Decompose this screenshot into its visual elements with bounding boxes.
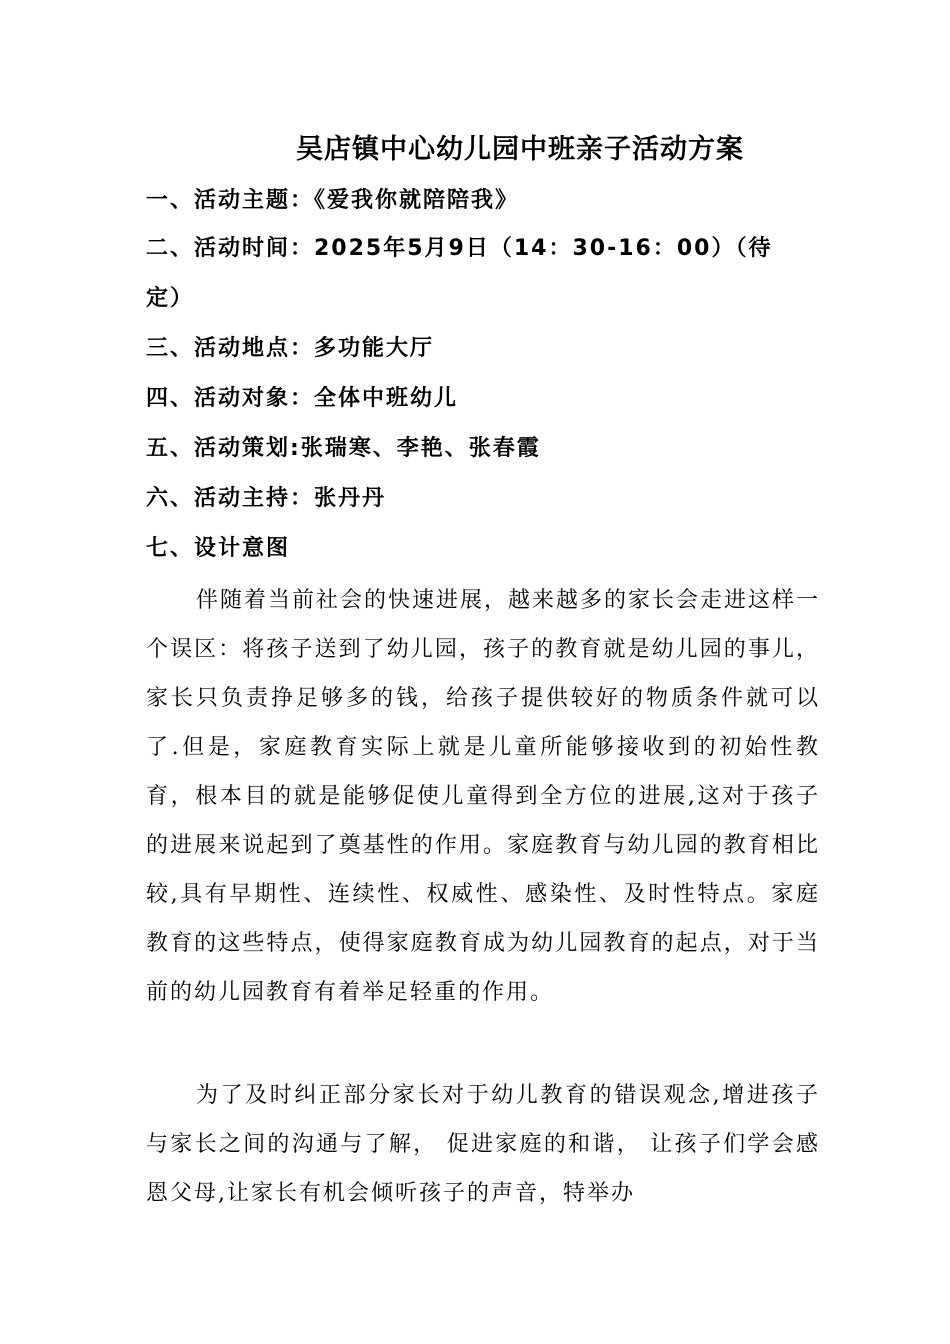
item-activity-participants: 四、活动对象：全体中班幼儿 — [146, 386, 459, 411]
item-activity-host: 六、活动主持：张丹丹 — [146, 486, 387, 511]
item-activity-location: 三、活动地点：多功能大厅 — [146, 336, 435, 361]
paragraph-design-intent-1: 伴随着当前社会的快速进展，越来越多的家长会走进这样一个误区：将孩子送到了幼儿园，孩子的教育就是幼儿园的事儿，家长只负责挣足够多的钱，给孩子提供较好的物质条件就可以了.但是，家庭教育实际上就是儿童所能够接收到的初始性教育，根本目的就是能够促使儿童得到全方位的进展,这对于孩子的进展来说起到了奠基性的作用。家庭教育与幼儿园的教育相比较,具有早期性、连续性、权威性、感染性、及时性特点。家庭教育的这些特点，使得家庭教育成为幼儿园教育的起点，对于当前的幼儿园教育有着举足轻重的作用。 — [146, 588, 821, 1005]
section-heading-design-intent: 七、设计意图 — [146, 536, 291, 561]
item-activity-planners: 五、活动策划:张瑞寒、李艳、张春霞 — [146, 436, 541, 461]
item-activity-time-continued: 定） — [146, 286, 195, 311]
item-activity-time: 二、活动时间：2025年5月9日（14：30-16：00）（待 — [146, 236, 773, 261]
paragraph-design-intent-2: 为了及时纠正部分家长对于幼儿教育的错误观念,增进孩子与家长之间的沟通与了解， 促进家庭的和谐， 让孩子们学会感恩父母,让家长有机会倾听孩子的声音，特举办 — [146, 1083, 820, 1206]
item-activity-theme: 一、活动主题：《爱我你就陪陪我》 — [146, 188, 520, 213]
document-title: 吴店镇中心幼儿园中班亲子活动方案 — [296, 134, 744, 165]
